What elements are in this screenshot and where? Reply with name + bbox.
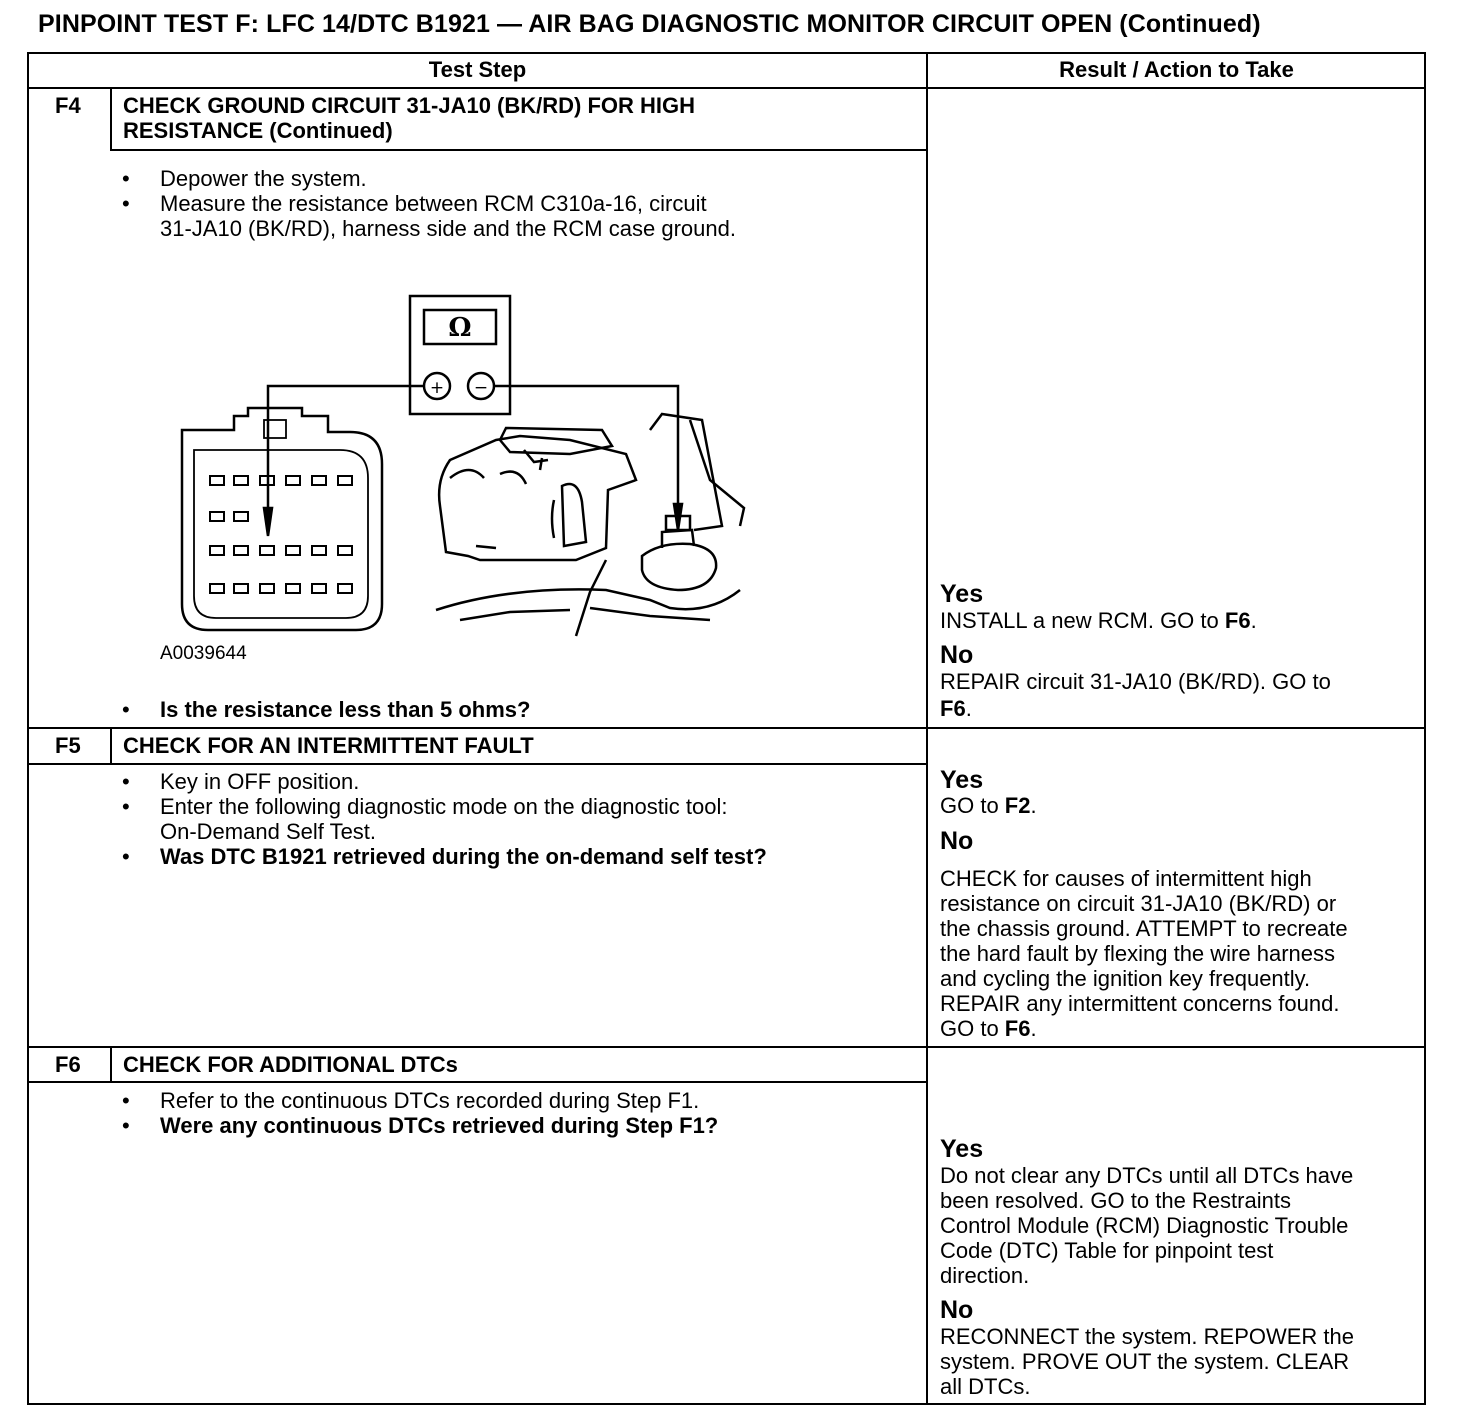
result-no-action: and cycling the ignition key frequently. <box>940 966 1311 991</box>
page-title: PINPOINT TEST F: LFC 14/DTC B1921 — AIR BAG DIAGNOSTIC MONITOR CIRCUIT OPEN (Continued) <box>38 10 1261 38</box>
result-no: No <box>940 1296 974 1324</box>
result-yes: Yes <box>940 1135 984 1163</box>
step-id-divider-f5 <box>110 728 112 764</box>
result-yes-action: Code (DTC) Table for pinpoint test <box>940 1238 1274 1263</box>
ohmmeter-diagram <box>150 290 760 650</box>
bullet: • <box>122 794 130 819</box>
step-title: CHECK FOR AN INTERMITTENT FAULT <box>123 733 534 758</box>
figure-id: A0039644 <box>160 643 247 664</box>
result-yes: Yes <box>940 580 984 608</box>
bullet: • <box>122 191 130 216</box>
result-no-action: REPAIR circuit 31-JA10 (BK/RD). GO to <box>940 669 1331 694</box>
header-divider <box>27 87 1426 89</box>
step-instruction: Key in OFF position. <box>160 769 360 794</box>
f6-row-divider <box>27 1046 1426 1048</box>
f5-row-divider <box>27 727 1426 729</box>
step-id: F6 <box>55 1052 81 1077</box>
step-id-divider-f4 <box>110 88 112 150</box>
step-instruction: 31-JA10 (BK/RD), harness side and the RCM case ground. <box>160 216 736 241</box>
result-no-action: resistance on circuit 31-JA10 (BK/RD) or <box>940 891 1337 916</box>
result-yes-action: Do not clear any DTCs until all DTCs have <box>940 1163 1354 1188</box>
result-yes-action: been resolved. GO to the Restraints <box>940 1188 1291 1213</box>
result-no-action: the chassis ground. ATTEMPT to recreate <box>940 916 1348 941</box>
bullet: • <box>122 769 130 794</box>
result-yes-action: GO to F2. <box>940 793 1037 818</box>
minus-terminal-icon: − <box>473 378 489 398</box>
result-yes-action: INSTALL a new RCM. GO to F6. <box>940 608 1257 633</box>
plus-terminal-icon: + <box>429 378 445 398</box>
header-result: Result / Action to Take <box>1059 57 1294 82</box>
result-no-action: the hard fault by flexing the wire harness <box>940 941 1336 966</box>
step-id: F4 <box>55 93 81 118</box>
result-no-action: system. PROVE OUT the system. CLEAR <box>940 1349 1350 1374</box>
step-question: Is the resistance less than 5 ohms? <box>160 697 531 722</box>
step-title: CHECK GROUND CIRCUIT 31-JA10 (BK/RD) FOR HIGH <box>123 93 696 118</box>
bullet: • <box>122 844 130 869</box>
f6-title-divider <box>27 1081 927 1083</box>
bullet: • <box>122 166 130 191</box>
ohm-symbol: Ω <box>448 313 472 343</box>
bullet: • <box>122 1113 130 1138</box>
result-no: No <box>940 641 974 669</box>
bullet: • <box>122 697 130 722</box>
step-instruction: On-Demand Self Test. <box>160 819 377 844</box>
result-no-action: REPAIR any intermittent concerns found. <box>940 991 1340 1016</box>
step-instruction: Enter the following diagnostic mode on the diagnostic tool: <box>160 794 728 819</box>
f4-title-divider <box>110 149 927 151</box>
step-title: CHECK FOR ADDITIONAL DTCs <box>123 1052 458 1077</box>
result-no-action: F6. <box>940 696 972 721</box>
result-yes: Yes <box>940 766 984 794</box>
header-test-step: Test Step <box>428 57 527 82</box>
result-no: No <box>940 827 974 855</box>
result-yes-action: direction. <box>940 1263 1030 1288</box>
step-instruction: Refer to the continuous DTCs recorded during Step F1. <box>160 1088 700 1113</box>
result-no-action: GO to F6. <box>940 1016 1037 1041</box>
step-id: F5 <box>55 733 81 758</box>
step-question: Were any continuous DTCs retrieved during Step F1? <box>160 1113 719 1138</box>
bullet: • <box>122 1088 130 1113</box>
result-no-action: all DTCs. <box>940 1374 1031 1399</box>
result-no-action: CHECK for causes of intermittent high <box>940 866 1312 891</box>
step-id-divider-f6 <box>110 1047 112 1082</box>
step-title: RESISTANCE (Continued) <box>123 118 393 143</box>
f5-title-divider <box>27 763 927 765</box>
result-no-action: RECONNECT the system. REPOWER the <box>940 1324 1355 1349</box>
step-instruction: Measure the resistance between RCM C310a-16, circuit <box>160 191 707 216</box>
step-question: Was DTC B1921 retrieved during the on-demand self test? <box>160 844 767 869</box>
step-instruction: Depower the system. <box>160 166 367 191</box>
result-yes-action: Control Module (RCM) Diagnostic Trouble <box>940 1213 1349 1238</box>
